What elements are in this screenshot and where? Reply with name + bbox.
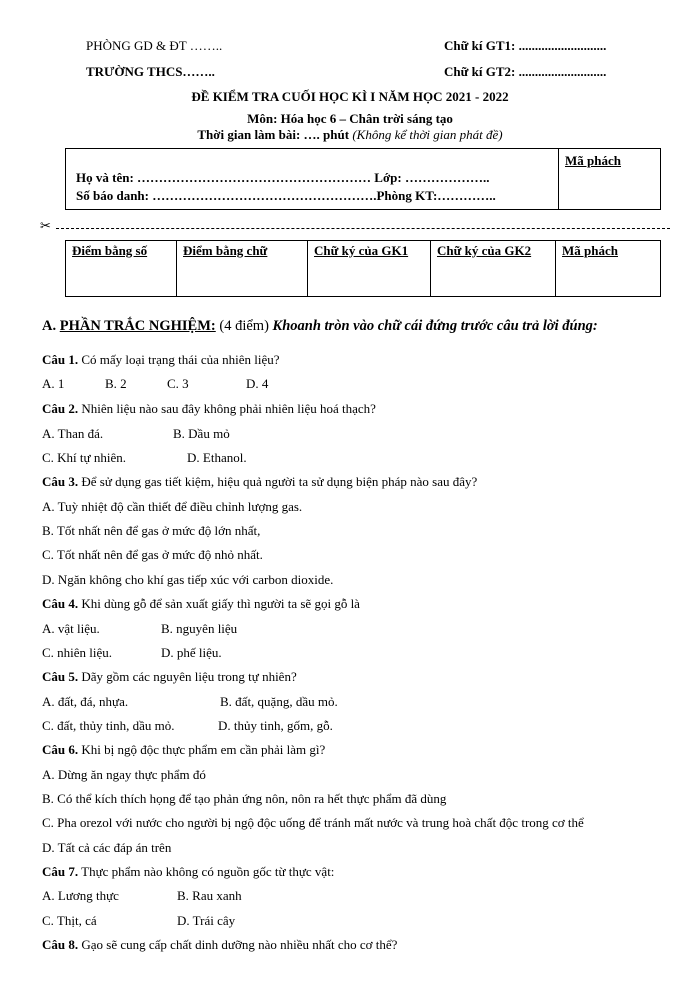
q7-option-d[interactable]: D. Trái cây: [177, 913, 236, 928]
q4-option-a[interactable]: A. vật liệu.: [42, 621, 100, 636]
grade-number-cell[interactable]: Điểm bằng số: [66, 241, 177, 297]
q5-option-b[interactable]: B. đất, quặng, dầu mỏ.: [220, 694, 338, 709]
code-cell[interactable]: Mã phách: [556, 241, 661, 297]
q2-option-b[interactable]: B. Dầu mỏ: [173, 426, 230, 441]
question-4: Câu 4. Khi dùng gỗ để sản xuất giấy thì người ta sẽ gọi gỗ là: [42, 596, 360, 611]
question-1: Câu 1. Có mấy loại trạng thái của nhiên liệu?: [42, 352, 280, 367]
q7-option-a[interactable]: A. Lương thực: [42, 888, 119, 903]
section-heading: [42, 318, 598, 335]
student-info-box: [65, 148, 661, 210]
q1-option-d[interactable]: D. 4: [246, 376, 269, 391]
question-6: Câu 6. Khi bị ngộ độc thực phẩm em cần phải làm gì?: [42, 742, 326, 757]
q7-option-b[interactable]: B. Rau xanh: [177, 888, 242, 903]
exam-time: [0, 127, 700, 143]
q6-option-c[interactable]: C. Pha orezol với nước cho người bị ngộ độc uống để tránh mất nước và trung hoà chất độc trong cơ thể: [42, 815, 584, 830]
q6-option-b[interactable]: B. Có thể kích thích họng để tạo phản ứng nôn, nôn ra hết thực phẩm đã dùng: [42, 791, 447, 806]
section-prefix: A.: [42, 318, 60, 334]
exam-title: ĐỀ KIỂM TRA CUỐI HỌC KÌ I NĂM HỌC 2021 - 2022: [191, 89, 509, 104]
q3-option-b[interactable]: B. Tốt nhất nên để gas ở mức độ lớn nhất,: [42, 523, 261, 538]
q5-option-c[interactable]: C. đất, thủy tinh, dầu mỏ.: [42, 718, 175, 733]
exam-time-note: (Không kể thời gian phát đề): [352, 127, 503, 142]
grade-words-cell[interactable]: Điểm bằng chữ: [177, 241, 308, 297]
exam-subject: Môn: Hóa học 6 – Chân trời sáng tạo: [247, 111, 453, 126]
proctor1-signature: Chữ kí GT1: ...........................: [444, 38, 607, 53]
cut-line: [56, 228, 670, 229]
q4-option-c[interactable]: C. nhiên liệu.: [42, 645, 113, 660]
grader1-signature-cell[interactable]: Chữ ký của GK1: [308, 241, 431, 297]
question-2: Câu 2. Nhiên liệu nào sau đây không phải nhiên liệu hoá thạch?: [42, 401, 376, 416]
q3-option-a[interactable]: A. Tuỳ nhiệt độ cần thiết để điều chỉnh lượng gas.: [42, 499, 303, 514]
q4-option-d[interactable]: D. phế liệu.: [161, 645, 222, 660]
q3-option-c[interactable]: C. Tốt nhất nên để gas ở mức độ nhỏ nhất.: [42, 547, 263, 562]
q6-option-d[interactable]: D. Tất cả các đáp án trên: [42, 840, 172, 855]
question-8: Câu 8. Gạo sẽ cung cấp chất dinh dưỡng nào nhiều nhất cho cơ thể?: [42, 937, 398, 952]
q1-option-b[interactable]: B. 2: [105, 376, 127, 391]
q2-option-a[interactable]: A. Than đá.: [42, 426, 104, 441]
q7-option-c[interactable]: C. Thịt, cá: [42, 913, 97, 928]
section-instruction: Khoanh tròn vào chữ cái đứng trước câu trả lời đúng:: [272, 318, 598, 334]
question-7: Câu 7. Thực phẩm nào không có nguồn gốc từ thực vật:: [42, 864, 335, 879]
q3-option-d[interactable]: D. Ngăn không cho khí gas tiếp xúc với carbon dioxide.: [42, 572, 334, 587]
question-5: Câu 5. Dãy gồm các nguyên liệu trong tự nhiên?: [42, 669, 297, 684]
scissors-icon: ✂: [40, 219, 51, 234]
code-label: Mã phách: [565, 153, 621, 168]
q2-option-d[interactable]: D. Ethanol.: [187, 450, 247, 465]
department-label: PHÒNG GD & ĐT ……..: [86, 38, 223, 53]
q5-option-d[interactable]: D. thủy tinh, gốm, gỗ.: [218, 718, 333, 733]
student-id-field[interactable]: Số báo danh: …………………………………………….Phòng KT:…………..: [76, 188, 496, 203]
q4-option-b[interactable]: B. nguyên liệu: [161, 621, 238, 636]
question-3: Câu 3. Để sử dụng gas tiết kiệm, hiệu quả người ta sử dụng biện pháp nào sau đây?: [42, 474, 478, 489]
q5-option-a[interactable]: A. đất, đá, nhựa.: [42, 694, 129, 709]
school-label: TRƯỜNG THCS……..: [86, 64, 215, 79]
q1-option-a[interactable]: A. 1: [42, 376, 65, 391]
q1-option-c[interactable]: C. 3: [167, 376, 189, 391]
grader2-signature-cell[interactable]: Chữ ký của GK2: [431, 241, 556, 297]
exam-time-label: Thời gian làm bài: …. phút: [197, 127, 350, 142]
q6-option-a[interactable]: A. Dừng ăn ngay thực phẩm đó: [42, 767, 206, 782]
student-name-field[interactable]: Họ và tên: ……………………………………………… Lớp: ………………..: [76, 170, 490, 185]
section-title: PHẦN TRẮC NGHIỆM:: [59, 318, 216, 334]
grade-table: [65, 240, 661, 297]
proctor2-signature: Chữ kí GT2: ...........................: [444, 64, 607, 79]
section-points: (4 điểm): [215, 318, 273, 334]
q2-option-c[interactable]: C. Khí tự nhiên.: [42, 450, 126, 465]
